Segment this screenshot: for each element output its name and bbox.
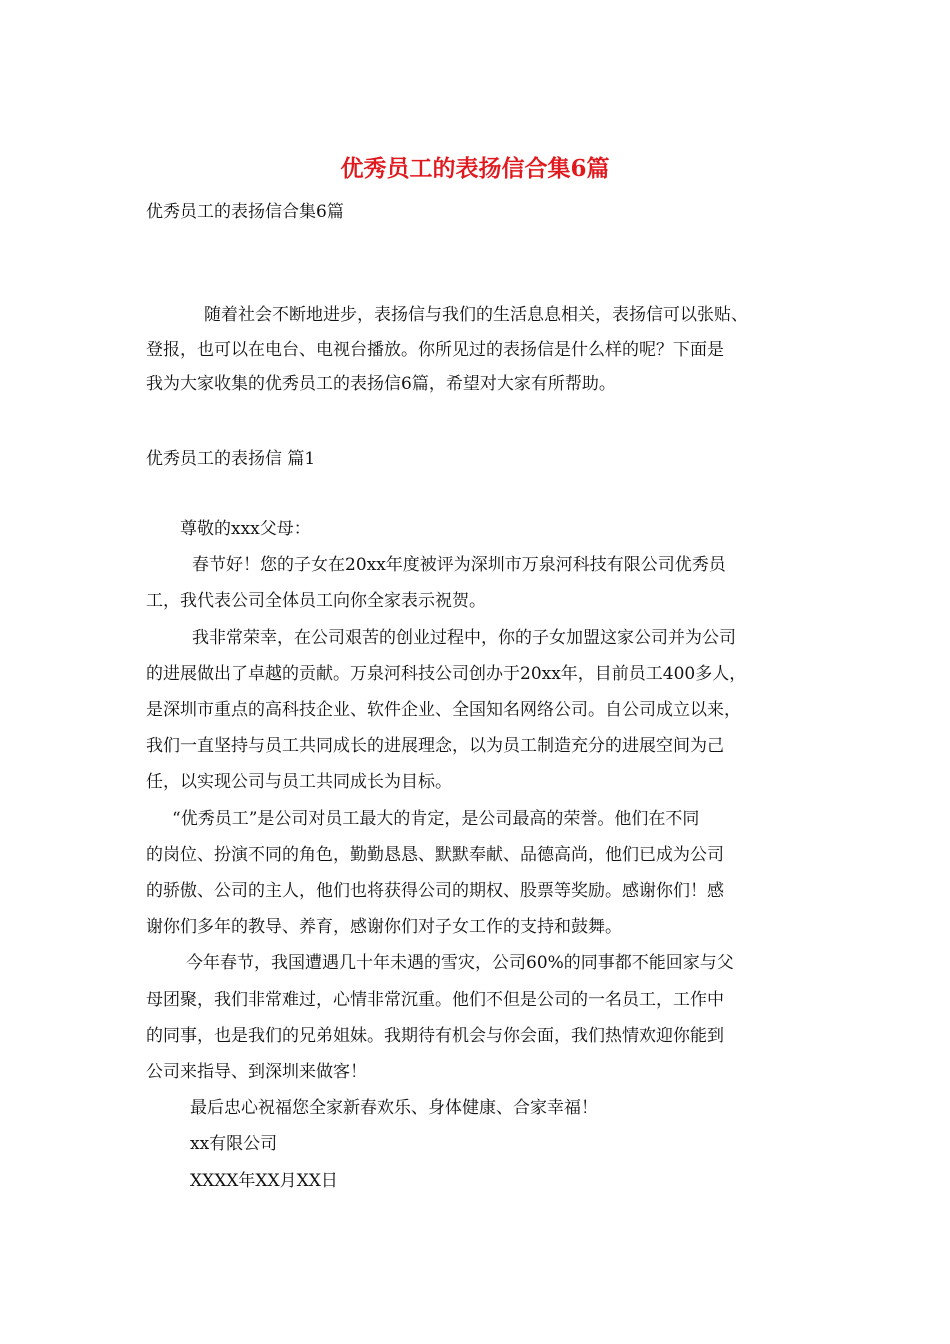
letter-line: 春节好！您的子女在20xx年度被评为深圳市万泉河科技有限公司优秀员 bbox=[192, 555, 726, 576]
letter-line: 谢你们多年的教导、养育，感谢你们对子女工作的支持和鼓舞。 bbox=[146, 917, 622, 938]
letter-salutation: 尊敬的xxx父母： bbox=[180, 519, 311, 539]
letter-line: “优秀员工”是公司对员工最大的肯定，是公司最高的荣誉。他们在不同 bbox=[172, 808, 700, 829]
intro-line: 随着社会不断地进步，表扬信与我们的生活息息相关，表扬信可以张贴、 bbox=[204, 305, 748, 325]
letter-line: 的骄傲、公司的主人，他们也将获得公司的期权、股票等奖励。感谢你们！感 bbox=[146, 881, 724, 902]
letter-line: 母团聚，我们非常难过，心情非常沉重。他们不但是公司的一名员工，工作中 bbox=[146, 989, 724, 1010]
letter-line: 的同事，也是我们的兄弟姐妹。我期待有机会与你会面，我们热情欢迎你能到 bbox=[146, 1025, 724, 1046]
letter-line: 是深圳市重点的高科技企业、软件企业、全国知名网络公司。自公司成立以来， bbox=[146, 700, 741, 721]
letter-line: 的进展做出了卓越的贡献。万泉河科技公司创办于20xx年，目前员工400多人， bbox=[146, 663, 747, 684]
letter-line: 公司来指导、到深圳来做客！ bbox=[146, 1062, 367, 1083]
document-subtitle: 优秀员工的表扬信合集6篇 bbox=[146, 202, 344, 222]
letter-closing: 最后忠心祝福您全家新春欢乐、身体健康、合家幸福！ bbox=[190, 1098, 598, 1119]
intro-line: 登报，也可以在电台、电视台播放。你所见过的表扬信是什么样的呢？下面是 bbox=[146, 339, 724, 360]
intro-paragraph bbox=[146, 298, 814, 402]
letter-line: 任，以实现公司与员工共同成长为目标。 bbox=[146, 772, 452, 793]
letter-body bbox=[146, 511, 814, 1199]
letter-line: 的岗位、扮演不同的角色，勤勤恳恳、默默奉献、品德高尚，他们已成为公司 bbox=[146, 844, 724, 865]
letter-signature: xx有限公司 bbox=[190, 1134, 278, 1155]
intro-line: 我为大家收集的优秀员工的表扬信6篇，希望对大家有所帮助。 bbox=[146, 374, 616, 394]
letter-line: 我非常荣幸，在公司艰苦的创业过程中，你的子女加盟这家公司并为公司 bbox=[192, 627, 736, 648]
letter-date: XXXX年XX月XX日 bbox=[190, 1170, 338, 1191]
document-title: 优秀员工的表扬信合集6篇 bbox=[340, 155, 610, 182]
letter-line: 我们一直坚持与员工共同成长的进展理念，以为员工制造充分的进展空间为己 bbox=[146, 736, 724, 757]
letter-line: 工，我代表公司全体员工向你全家表示祝贺。 bbox=[146, 591, 486, 612]
letter-line: 今年春节，我国遭遇几十年未遇的雪灾，公司60%的同事都不能回家与父 bbox=[186, 953, 734, 974]
section-heading: 优秀员工的表扬信 篇1 bbox=[146, 449, 316, 469]
